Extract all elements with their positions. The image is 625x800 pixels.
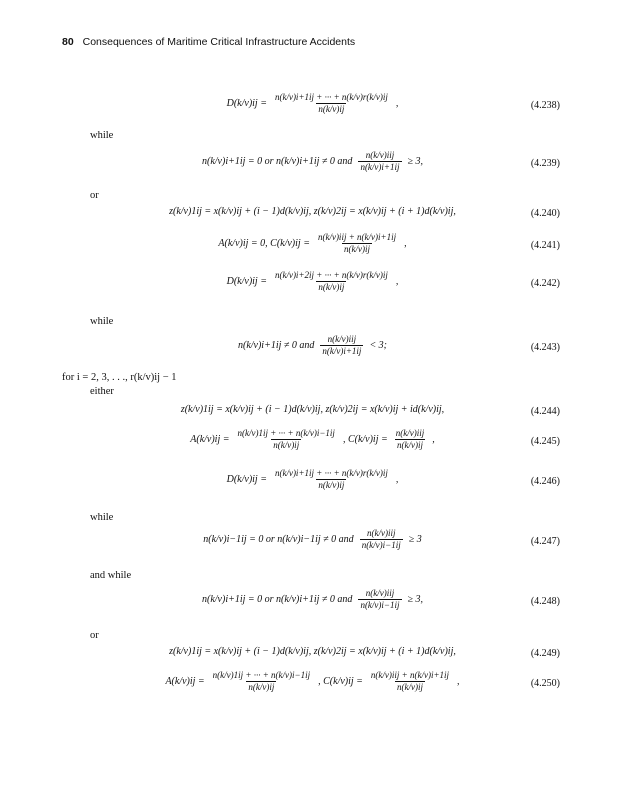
denominator: n(k/v)ij	[318, 104, 345, 114]
running-title: Consequences of Maritime Critical Infrastructure Accidents	[82, 36, 356, 48]
eq-lhs: A(k/v)ij =	[165, 676, 205, 687]
equation-number: (4.250)	[530, 678, 560, 689]
equation-4-242	[0, 270, 625, 300]
fraction	[273, 468, 390, 491]
equation-number: (4.240)	[530, 208, 560, 219]
equation-4-238	[0, 92, 625, 122]
eq-text: n(k/v)i+1ij = 0 or n(k/v)i+1ij ≠ 0 and	[202, 156, 353, 167]
eq-mid: , C(k/v)ij =	[318, 676, 363, 687]
eq-tail: ,	[404, 238, 407, 249]
eq-mid: , C(k/v)ij =	[342, 434, 388, 445]
eq-tail: ,	[457, 676, 460, 687]
numerator: n(k/v)1ij + ··· + n(k/v)i−1ij	[212, 670, 311, 680]
numerator: n(k/v)iij	[365, 588, 395, 598]
fraction	[360, 528, 403, 551]
numerator: n(k/v)i+1ij + ··· + n(k/v)r(k/v)ij	[274, 468, 388, 478]
equation-4-250	[0, 670, 625, 700]
equation-4-241	[0, 232, 625, 262]
denominator: n(k/v)i−1ij	[360, 600, 400, 610]
eq-text: z(k/v)1ij = x(k/v)ij + (i − 1)d(k/v)ij, z(k/v)2ij = x(k/v)ij + id(k/v)ij,	[180, 404, 445, 415]
denominator: n(k/v)ij	[396, 682, 423, 692]
text-while: while	[90, 316, 114, 327]
numerator: n(k/v)i+2ij + ··· + n(k/v)r(k/v)ij	[274, 270, 388, 280]
fraction	[358, 150, 401, 173]
text-and-while: and while	[90, 570, 132, 581]
eq-lhs: D(k/v)ij =	[226, 98, 267, 109]
denominator: n(k/v)i−1ij	[361, 540, 401, 550]
text-or: or	[90, 190, 99, 201]
fraction	[394, 428, 427, 451]
denominator: n(k/v)i+1ij	[360, 162, 400, 172]
fraction	[316, 232, 398, 255]
equation-4-246	[0, 468, 625, 498]
eq-text: A(k/v)ij = 0, C(k/v)ij =	[218, 238, 310, 249]
page-number: 80	[62, 36, 74, 48]
eq-lhs: D(k/v)ij =	[226, 276, 267, 287]
fraction	[235, 428, 336, 451]
numerator: n(k/v)iij + n(k/v)i+1ij	[370, 670, 450, 680]
equation-number: (4.242)	[530, 278, 560, 289]
fraction	[369, 670, 451, 693]
text-while: while	[90, 130, 114, 141]
text-for-range: for i = 2, 3, . . ., r(k/v)ij − 1	[62, 372, 177, 383]
eq-tail: ≥ 3	[408, 534, 422, 545]
denominator: n(k/v)ij	[273, 440, 300, 450]
denominator: n(k/v)ij	[248, 682, 275, 692]
eq-lhs: A(k/v)ij =	[190, 434, 230, 445]
text-while: while	[90, 512, 114, 523]
eq-text: n(k/v)i−1ij = 0 or n(k/v)i−1ij ≠ 0 and	[203, 534, 354, 545]
eq-tail: ≥ 3,	[407, 156, 423, 167]
text-or: or	[90, 630, 99, 641]
equation-number: (4.243)	[530, 342, 560, 353]
numerator: n(k/v)iij	[365, 150, 395, 160]
fraction	[273, 270, 390, 293]
fraction	[320, 334, 363, 357]
equation-4-239	[0, 150, 625, 180]
eq-tail: ,	[432, 434, 435, 445]
equation-number: (4.248)	[530, 596, 560, 607]
eq-lhs: D(k/v)ij =	[226, 474, 267, 485]
fraction	[358, 588, 401, 611]
eq-text: z(k/v)1ij = x(k/v)ij + (i − 1)d(k/v)ij, z(k/v)2ij = x(k/v)ij + (i + 1)d(k/v)ij,	[169, 646, 456, 657]
numerator: n(k/v)iij	[327, 334, 357, 344]
numerator: n(k/v)iij	[395, 428, 425, 438]
eq-tail: ,	[395, 474, 399, 485]
numerator: n(k/v)iij + n(k/v)i+1ij	[317, 232, 397, 242]
text-either: either	[90, 386, 114, 397]
fraction	[211, 670, 312, 693]
fraction	[273, 92, 390, 115]
denominator: n(k/v)ij	[318, 480, 345, 490]
eq-text: n(k/v)i+1ij ≠ 0 and	[237, 340, 315, 351]
eq-tail: ,	[395, 276, 399, 287]
equation-4-243	[0, 334, 625, 364]
numerator: n(k/v)1ij + ··· + n(k/v)i−1ij	[237, 428, 335, 438]
eq-tail: ≥ 3,	[407, 594, 423, 605]
equation-number: (4.246)	[530, 476, 560, 487]
eq-text: n(k/v)i+1ij = 0 or n(k/v)i+1ij ≠ 0 and	[202, 594, 353, 605]
equation-number: (4.241)	[530, 240, 560, 251]
denominator: n(k/v)ij	[318, 282, 345, 292]
denominator: n(k/v)ij	[396, 440, 423, 450]
denominator: n(k/v)ij	[344, 244, 371, 254]
equation-4-247	[0, 528, 625, 558]
denominator: n(k/v)i+1ij	[322, 346, 362, 356]
equation-number: (4.245)	[530, 436, 560, 447]
equation-4-245	[0, 428, 625, 458]
eq-tail: ,	[395, 98, 399, 109]
equation-number: (4.239)	[530, 158, 560, 169]
equation-number: (4.244)	[530, 406, 560, 417]
equation-number: (4.247)	[530, 536, 560, 547]
eq-tail: < 3;	[369, 340, 388, 351]
equation-4-248	[0, 588, 625, 618]
numerator: n(k/v)i+1ij + ··· + n(k/v)r(k/v)ij	[274, 92, 388, 102]
equation-number: (4.238)	[530, 100, 560, 111]
eq-text: z(k/v)1ij = x(k/v)ij + (i − 1)d(k/v)ij, z(k/v)2ij = x(k/v)ij + (i + 1)d(k/v)ij,	[169, 206, 456, 217]
equation-number: (4.249)	[530, 648, 560, 659]
numerator: n(k/v)iij	[366, 528, 396, 538]
page-header	[62, 36, 355, 48]
